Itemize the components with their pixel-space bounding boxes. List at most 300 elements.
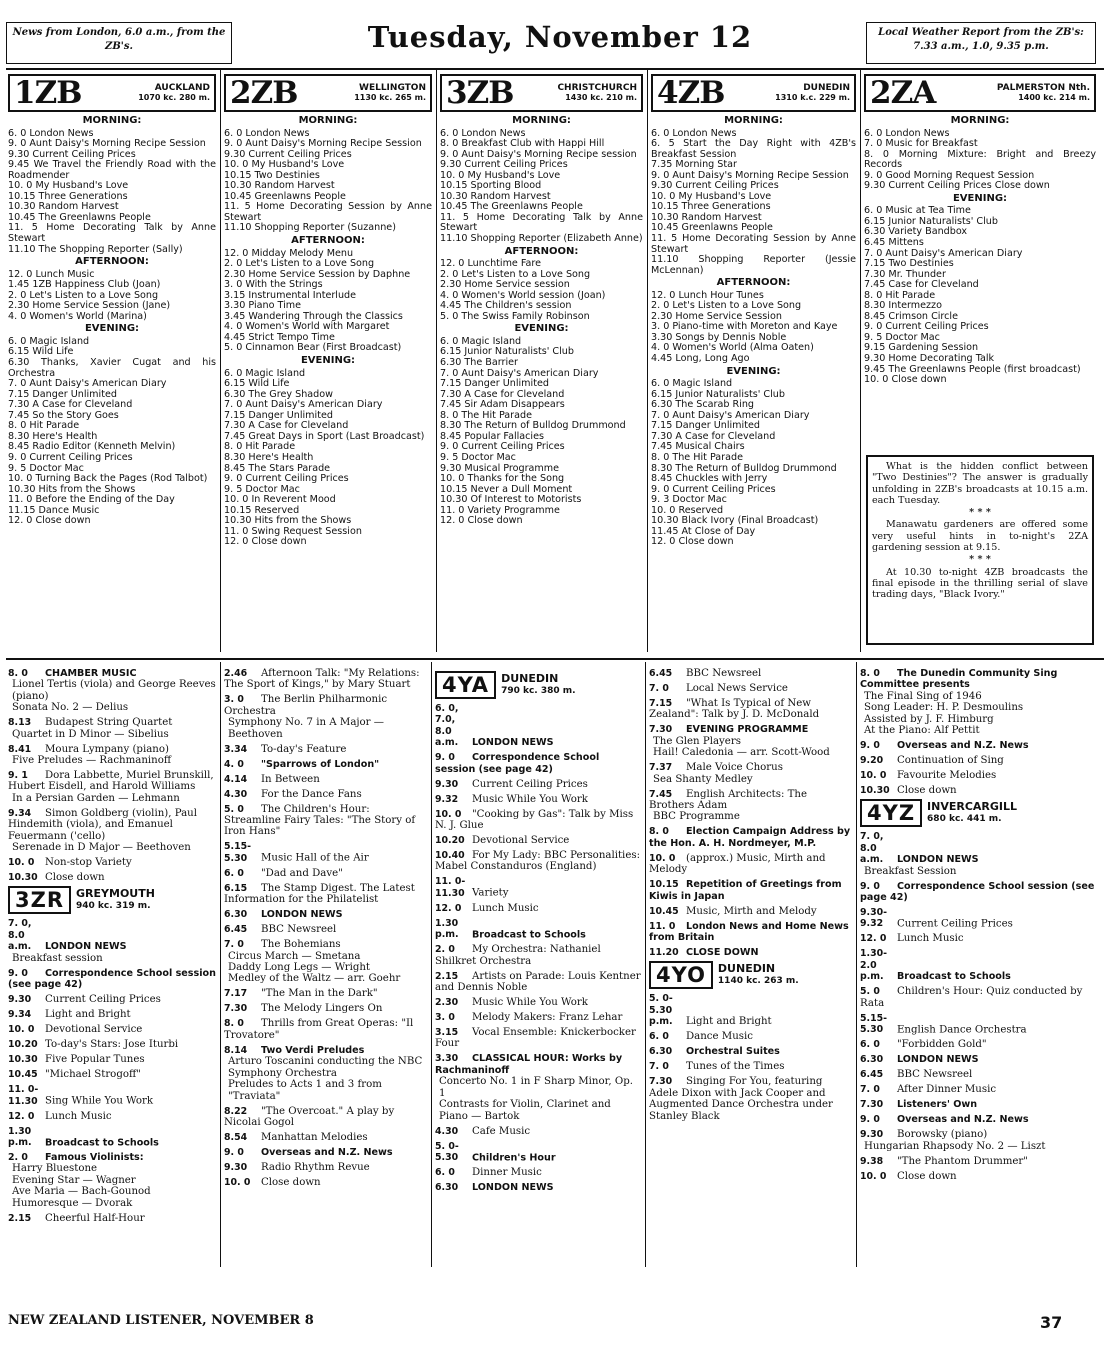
station-kc: 1430 kc.: [565, 93, 604, 102]
program-item: 9. 5 Doctor Mac: [8, 462, 84, 474]
program-title: Light and Bright: [45, 1009, 131, 1021]
station-call-sign: 4YZ: [860, 799, 922, 827]
program-item: 6.30 Thanks, Xavier Cugat and his Orchestra: [8, 357, 216, 379]
program-item: [649, 668, 853, 679]
program-item: 9.30 Current Ceiling Prices: [651, 180, 779, 192]
program-title: Music Hall of the Air: [261, 852, 369, 864]
program-title: Close down: [45, 872, 105, 884]
program-time: 7.30: [860, 1099, 884, 1111]
program-item: [435, 850, 642, 873]
column-divider: [645, 662, 646, 1267]
program-title: Music While You Work: [472, 793, 588, 805]
program-time: 8.22: [224, 1105, 248, 1117]
program-item: 8. 0 Breakfast Club with Happi Hill: [440, 138, 605, 150]
program-time: 9.30: [860, 1129, 884, 1141]
program-title: The Children's Hour: Streamline Fairy Tales: "The Story of Iron Hans": [224, 803, 416, 838]
program-time: 6. 0: [224, 867, 244, 879]
program-column-4: [649, 668, 853, 1266]
program-item: 10.45 Greenlawns People: [651, 222, 773, 234]
program-title: "Sparrows of London": [261, 758, 380, 770]
station-frequency: [997, 93, 1090, 103]
program-item: 9. 0 Aunt Daisy's Morning Recipe Session: [651, 169, 849, 181]
program-item: 10.45 The Greenlawns People: [8, 211, 151, 223]
station-call-sign: 3ZB: [446, 75, 514, 111]
program-item: [435, 944, 642, 967]
program-item: 9. 0 Current Ceiling Prices: [864, 321, 989, 333]
program-time: 6.30: [435, 1181, 459, 1193]
program-item: 12. 0 Midday Melody Menu: [224, 247, 354, 259]
station-kc: 1310 k.c.: [775, 93, 817, 102]
program-time: 10.30: [860, 785, 890, 797]
program-title: Devotional Service: [45, 1024, 143, 1036]
column-divider: [220, 70, 221, 652]
program-item: [435, 1126, 642, 1137]
program-time: 2.15: [8, 1212, 32, 1224]
program-time: 6. 0: [860, 1039, 880, 1051]
program-item: 6.30 The Grey Shadow: [224, 388, 333, 400]
mid-rule: [6, 658, 1104, 660]
program-item: 6.15 Junior Naturalists' Club: [440, 346, 574, 358]
program-column-3: [435, 668, 642, 1266]
station-header: [651, 74, 856, 112]
program-item: 8.30 Intermezzo: [864, 300, 942, 312]
program-time: 11. 0-11.30: [8, 1084, 39, 1107]
section-heading: AFTERNOON:: [716, 277, 791, 289]
program-time: 7. 0: [649, 1061, 669, 1073]
program-item: [8, 1213, 216, 1224]
program-title: BBC Newsreel: [897, 1069, 973, 1081]
program-title: Broadcast to Schools: [472, 929, 586, 941]
program-item: [224, 1045, 428, 1102]
program-time: 2.15: [435, 970, 459, 982]
program-item: [435, 752, 642, 775]
program-title: Close down: [897, 1170, 957, 1182]
promo-notes-box: [866, 455, 1094, 645]
station-call-sign: 4ZB: [657, 75, 725, 111]
program-item: 10. 0 Thanks for the Song: [440, 473, 565, 485]
program-title: "Dad and Dave": [261, 867, 343, 879]
program-item: 9. 0 Current Ceiling Prices: [440, 441, 565, 453]
program-time: 7.30: [224, 1003, 248, 1015]
weather-notice-box: Local Weather Report from the ZB's: 7.33 a.m., 1.0, 9.35 p.m.: [866, 22, 1096, 64]
program-title: English Architects: The Brothers Adam: [649, 788, 808, 812]
separator-stars: * * *: [969, 554, 991, 566]
program-title: Children's Hour: Quiz conducted by Rata: [860, 986, 1083, 1009]
program-item: [8, 1009, 216, 1020]
program-time: 5. 0-5.30: [435, 1140, 459, 1163]
program-item: [649, 921, 853, 944]
program-item: [8, 668, 216, 714]
program-item: [860, 1129, 1096, 1152]
program-title: Children's Hour: [472, 1151, 556, 1163]
program-item: [435, 997, 642, 1008]
program-item: 11. 0 Swing Request Session: [224, 525, 362, 537]
program-item: [224, 1106, 428, 1129]
program-title: LONDON NEWS: [897, 854, 979, 866]
program-item: [435, 835, 642, 846]
program-item: [8, 1069, 216, 1080]
program-detail: Quartet in D Minor — Sibelius: [12, 728, 169, 740]
program-title: Repetition of Greetings from Kiwis in Japan: [649, 879, 842, 902]
program-title: To-day's Stars: Jose Iturbi: [45, 1039, 179, 1051]
program-item: 6. 0 London News: [8, 127, 94, 139]
program-item: 6. 0 Magic Island: [224, 367, 306, 379]
program-item: [224, 1018, 428, 1041]
program-item: [435, 903, 642, 914]
program-item: 12. 0 Close down: [224, 536, 307, 548]
program-title: After Dinner Music: [897, 1084, 997, 1096]
section-heading: MORNING:: [298, 115, 358, 126]
program-item: 7. 0 Aunt Daisy's American Diary: [440, 367, 599, 379]
program-time: 8.41: [8, 743, 32, 755]
program-time: 10.40: [435, 850, 465, 862]
program-item: [860, 1039, 1096, 1050]
program-detail: Assisted by J. F. Himburg: [864, 713, 994, 725]
program-item: 8.30 The Return of Bulldog Drummond: [651, 462, 837, 474]
station-call-sign: 2ZB: [230, 75, 298, 111]
program-item: [224, 939, 428, 985]
program-item: [8, 1024, 216, 1035]
program-item: 7.30 A Case for Cleveland: [8, 399, 133, 411]
program-title: "Cooking by Gas": Talk by Miss N. J. Glue: [435, 808, 634, 832]
program-time: 6.45: [649, 668, 673, 679]
program-item: [860, 1114, 1096, 1125]
program-time: 4.14: [224, 773, 248, 785]
program-time: 7.30: [649, 1076, 673, 1088]
program-item: [224, 868, 428, 879]
station-header: [440, 74, 643, 112]
program-title: Broadcast to Schools: [897, 971, 1011, 983]
program-item: 7.30 A Case for Cleveland: [440, 388, 565, 400]
program-title: Music While You Work: [472, 997, 588, 1009]
program-title: Afternoon Talk: "My Relations: The Sport of Kings," by Mary Stuart: [224, 668, 420, 691]
column-divider: [431, 662, 432, 1267]
program-time: 8. 0: [8, 668, 28, 679]
program-item: 8.45 Popular Fallacies: [440, 430, 544, 442]
program-item: 7.30 Mr. Thunder: [864, 268, 946, 280]
column-divider: [647, 70, 648, 652]
program-title: Lunch Music: [897, 933, 964, 945]
program-title: Orchestral Suites: [686, 1046, 780, 1058]
program-title: Artists on Parade: Louis Kentner and Dennis Noble: [435, 970, 641, 994]
program-item: 9.30 Home Decorating Talk: [864, 353, 995, 365]
header-rule: [6, 68, 1104, 70]
section-heading: MORNING:: [724, 115, 783, 126]
program-item: [435, 971, 642, 994]
program-time: 4.30: [435, 1125, 459, 1137]
program-item: 6.15 Junior Naturalists' Club: [651, 388, 785, 400]
program-item: 9. 0 Current Ceiling Prices: [8, 451, 133, 463]
program-item: 6.30 Variety Bandbox: [864, 226, 968, 238]
program-detail: Evening Star — Wagner: [12, 1174, 136, 1186]
station-frequency: 1140 kc. 263 m.: [717, 976, 799, 987]
program-item: 8.45 Crimson Circle: [864, 310, 959, 322]
program-item: 7.15 Two Destinies: [864, 258, 954, 270]
program-item: 7. 0 Aunt Daisy's American Diary: [8, 378, 167, 390]
program-item: 2. 0 Let's Listen to a Love Song: [224, 258, 375, 270]
program-title: For My Lady: BBC Personalities: Mabel Constanduros (England): [435, 850, 641, 873]
program-item: 9.45 We Travel the Friendly Road with the Roadmender: [8, 159, 216, 181]
station-details: [76, 888, 155, 912]
program-item: 7.45 Sir Adam Disappears: [440, 399, 565, 411]
station-city: DUNEDIN: [501, 672, 559, 685]
program-item: 9. 0 Good Morning Request Session: [864, 169, 1035, 181]
program-item: [435, 794, 642, 805]
program-detail: At the Piano: Alf Pettit: [864, 725, 980, 737]
program-time: 6.45: [224, 924, 248, 936]
program-item: [8, 1126, 216, 1149]
program-item: 7. 0 Aunt Daisy's American Diary: [864, 247, 1023, 259]
station-frequency: [775, 93, 850, 103]
program-item: [224, 1177, 428, 1188]
program-title: "The Man in the Dark": [261, 988, 378, 1000]
program-item: [435, 703, 642, 749]
station-header: [8, 74, 216, 112]
program-item: 8. 0 Hit Parade: [864, 289, 936, 301]
section-heading: AFTERNOON:: [291, 235, 365, 247]
program-detail: Song Leader: H. P. Desmoulins: [864, 702, 1024, 714]
program-item: 6.45 Mittens: [864, 237, 924, 249]
program-title: London News and Home News from Britain: [649, 920, 849, 944]
program-item: 11.10 Shopping Reporter (Suzanne): [224, 222, 396, 234]
program-detail: Breakfast session: [12, 952, 103, 964]
program-title: Dance Music: [686, 1031, 753, 1043]
program-time: 1.30 p.m.: [435, 917, 459, 941]
section-heading: EVENING:: [514, 323, 569, 335]
program-item: [860, 740, 1096, 751]
station-badge: [860, 800, 1096, 826]
program-item: 7.30 A Case for Cleveland: [224, 420, 349, 432]
program-item: 10.30 Random Harvest: [651, 211, 762, 223]
program-item: 2.30 Home Service Session by Daphne: [224, 268, 411, 280]
program-item: 3.15 Instrumental Interlude: [224, 289, 357, 301]
program-time: 2. 0: [8, 1151, 28, 1163]
program-time: 1.30 p.m.: [8, 1125, 32, 1148]
news-notice-box: News from London, 6.0 a.m., from the ZB's.: [6, 22, 232, 64]
program-title: Music, Mirth and Melody: [686, 905, 817, 917]
program-item: [435, 876, 642, 899]
program-time: 8.14: [224, 1044, 248, 1056]
program-time: 9. 0: [860, 1114, 880, 1126]
program-item: 12. 0 Lunchtime Fare: [440, 258, 542, 270]
program-title: BBC Newsreel: [261, 924, 337, 936]
program-time: 9.20: [860, 755, 884, 767]
program-item: 2.30 Home Service Session (Jane): [8, 300, 171, 312]
program-item: [860, 1069, 1096, 1080]
promo-note: At 10.30 to-night 4ZB broadcasts the final episode in the thrilling serial of slave trading days, "Black Ivory.": [872, 566, 1088, 601]
program-title: The Dunedin Community Sing Committee presents: [860, 668, 1058, 691]
program-time: 7. 0, 8.0 a.m.: [860, 831, 884, 866]
program-title: "Forbidden Gold": [897, 1039, 987, 1051]
program-time: 7.30: [649, 724, 673, 736]
program-item: [649, 853, 853, 876]
program-time: 2.30: [435, 997, 459, 1009]
program-item: 3.30 Songs by Dennis Noble: [651, 331, 787, 343]
station-metres: 280 m.: [179, 93, 210, 102]
program-title: CHAMBER MUSIC: [45, 668, 137, 679]
program-title: Borowsky (piano): [897, 1129, 988, 1141]
station-city: CHRISTCHURCH: [557, 83, 637, 93]
program-time: 1.30-2.0 p.m.: [860, 948, 888, 983]
program-item: [435, 1182, 642, 1193]
program-item: [224, 988, 428, 999]
program-item: 6. 0 Magic Island: [440, 335, 522, 347]
program-title: Five Popular Tunes: [45, 1054, 145, 1066]
program-time: 8.54: [224, 1131, 248, 1143]
program-title: LONDON NEWS: [45, 941, 127, 953]
program-time: 9.38: [860, 1155, 884, 1167]
program-item: 10.30 Random Harvest: [440, 190, 551, 202]
program-item: [860, 1156, 1096, 1167]
program-item: [224, 789, 428, 800]
program-item: [224, 1162, 428, 1173]
program-time: 7. 0: [649, 683, 669, 694]
promo-note: Manawatu gardeners are offered some very useful hints in to-night's 2ZA gardening session at 9.15.: [872, 519, 1088, 554]
program-item: 10. 0 My Husband's Love: [224, 159, 345, 171]
program-item: 11. 0 Variety Programme: [440, 504, 560, 516]
station-kc: 1400 kc.: [1018, 93, 1057, 102]
program-item: 10. 0 Turning Back the Pages (Rod Talbot): [8, 473, 208, 485]
program-title: Variety: [472, 887, 509, 899]
program-time: 5. 0: [224, 803, 244, 815]
program-time: 4.30: [224, 788, 248, 800]
program-item: [649, 724, 853, 758]
program-item: 6. 0 London News: [651, 127, 737, 139]
program-detail: Circus March — Smetana: [228, 950, 361, 962]
program-item: [8, 918, 216, 964]
program-item: [649, 1031, 853, 1042]
program-time: 3. 0: [435, 1012, 455, 1024]
program-item: 4.45 The Children's session: [440, 300, 572, 312]
station-city: GREYMOUTH: [76, 887, 155, 901]
program-detail: Breakfast Session: [864, 865, 957, 877]
program-item: 9. 5 Doctor Mac: [864, 331, 940, 343]
program-time: 9. 0: [860, 880, 880, 892]
program-title: Correspondence School session (see page 42): [435, 752, 600, 775]
program-title: To-day's Feature: [261, 743, 347, 755]
program-title: BBC Newsreel: [686, 668, 762, 679]
column-divider: [436, 70, 437, 652]
program-title: Devotional Service: [472, 835, 570, 847]
program-item: 5. 0 The Swiss Family Robinson: [440, 310, 590, 322]
program-item: [8, 770, 216, 804]
program-item: [649, 683, 853, 694]
program-item: [8, 857, 216, 868]
program-item: [224, 883, 428, 906]
program-title: Correspondence School session (see page 42): [8, 967, 216, 991]
program-item: 7.45 Musical Chairs: [651, 441, 745, 453]
program-item: 4. 0 Women's World with Margaret: [224, 321, 390, 333]
program-item: 2. 0 Let's Listen to a Love Song: [8, 289, 159, 301]
program-title: Overseas and N.Z. News: [897, 740, 1029, 752]
column-divider: [860, 70, 861, 652]
program-title: Singing For You, featuring Adele Dixon with Jack Cooper and Augmented Dance Orchestra under Stanley Black: [649, 1076, 833, 1122]
program-title: Correspondence School session (see page 42): [860, 880, 1095, 904]
program-item: 8.45 Radio Editor (Kenneth Melvin): [8, 441, 176, 453]
program-item: [649, 789, 853, 823]
program-item: 10.30 Random Harvest: [224, 180, 335, 192]
program-time: 10. 0: [8, 857, 35, 869]
station-details: [927, 801, 1017, 825]
program-detail: Ave Maria — Bach-Gounod: [12, 1186, 151, 1198]
program-item: 6. 0 Music at Tea Time: [864, 205, 971, 217]
program-title: "Michael Strogoff": [45, 1069, 141, 1081]
section-heading: MORNING:: [512, 115, 571, 126]
program-item: [649, 906, 853, 917]
station-frequency: 940 kc. 319 m.: [76, 901, 151, 912]
program-item: [649, 698, 853, 721]
program-item: [224, 759, 428, 770]
program-item: 7.15 Danger Unlimited: [8, 388, 117, 400]
section-heading: AFTERNOON:: [504, 245, 579, 257]
program-time: 12. 0: [8, 1110, 35, 1122]
program-item: [860, 933, 1096, 944]
program-item: 10.15 Reserved: [224, 504, 300, 516]
program-item: 9.45 The Greenlawns People (first broadcast): [864, 363, 1081, 375]
section-heading: MORNING:: [82, 115, 142, 126]
program-item: 4.45 Long, Long Ago: [651, 353, 750, 365]
program-title: Melody Makers: Franz Lehar: [472, 1012, 623, 1024]
program-time: 7.37: [649, 762, 673, 774]
program-item: 11. 5 Home Decorating Talk by Anne Stewart: [8, 222, 216, 245]
program-item: [860, 1084, 1096, 1095]
station-call-sign: 4YA: [435, 671, 496, 699]
program-title: Male Voice Chorus: [686, 762, 783, 774]
section-heading: EVENING:: [84, 323, 140, 335]
program-column-2: [224, 668, 428, 1266]
program-title: Lunch Music: [472, 902, 539, 914]
program-item: [224, 841, 428, 864]
program-title: Cafe Music: [472, 1125, 531, 1137]
program-time: 8. 0: [224, 1018, 244, 1030]
program-item: [8, 717, 216, 740]
station-column: [864, 74, 1096, 452]
program-item: 3.45 Wandering Through the Classics: [224, 310, 403, 322]
program-detail: Serenade in D Major — Beethoven: [12, 842, 191, 854]
program-item: 8.45 Chuckles with Jerry: [651, 473, 768, 485]
program-item: 9. 5 Doctor Mac: [224, 483, 300, 495]
program-item: 7.15 Danger Unlimited: [224, 409, 333, 421]
station-info: [354, 83, 426, 103]
station-frequency: 680 kc. 441 m.: [927, 814, 1002, 825]
program-item: 10.30 Hits from the Shows: [8, 483, 136, 495]
program-item: 10. 0 Close down: [864, 374, 947, 386]
program-title: Close down: [897, 785, 957, 797]
program-time: 10.30: [8, 1054, 38, 1066]
program-title: For the Dance Fans: [261, 788, 362, 800]
program-time: 9. 0: [8, 967, 28, 979]
program-detail: Humoresque — Dvorak: [12, 1197, 133, 1209]
program-title: Budapest String Quartet: [45, 717, 173, 729]
program-item: 9.30 Current Ceiling Prices: [440, 159, 568, 171]
program-title: Listeners' Own: [897, 1099, 978, 1111]
program-time: 3.30: [435, 1053, 459, 1065]
program-item: 12. 0 Lunch Music: [8, 268, 95, 280]
program-time: 7.45: [649, 788, 673, 800]
program-title: Favourite Melodies: [897, 770, 997, 782]
program-detail: Sonata No. 2 — Delius: [12, 702, 129, 714]
program-item: 7. 0 Music for Breakfast: [864, 138, 978, 150]
program-time: 9.30: [224, 1161, 248, 1173]
station-details: [501, 673, 576, 697]
program-item: [8, 1054, 216, 1065]
program-item: 9.30 Current Ceiling Prices: [8, 148, 136, 160]
program-item: [224, 694, 428, 740]
separator-stars: * * *: [969, 507, 991, 519]
section-heading: AFTERNOON:: [75, 256, 149, 268]
section-heading: MORNING:: [950, 115, 1010, 126]
program-time: 11.20: [649, 947, 679, 959]
